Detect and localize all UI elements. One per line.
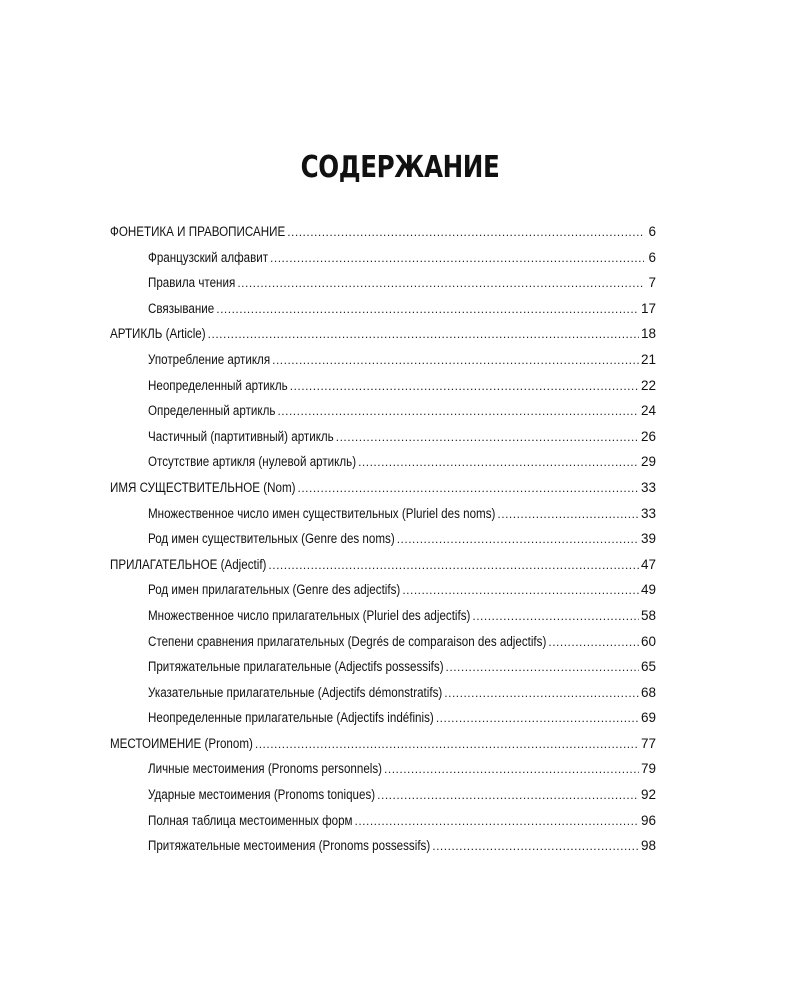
toc-entry-label: ФОНЕТИКА И ПРАВОПИСАНИЕ bbox=[110, 224, 286, 239]
toc-dot-leader bbox=[377, 788, 639, 802]
toc-page-number: 60 bbox=[640, 633, 656, 649]
toc-subsection-entry[interactable] bbox=[110, 659, 656, 685]
toc-subsection-entry[interactable] bbox=[110, 454, 656, 480]
toc-dot-leader bbox=[355, 814, 639, 828]
toc-subsection-entry[interactable] bbox=[110, 275, 656, 301]
toc-page-number: 68 bbox=[640, 684, 656, 700]
toc-dot-leader bbox=[272, 353, 639, 367]
toc-subsection-entry[interactable] bbox=[110, 531, 656, 557]
toc-page-number: 6 bbox=[648, 224, 656, 239]
toc-entry-label: Французский алфавит bbox=[148, 249, 269, 265]
toc-entry-label: Степени сравнения прилагательных (Degrés de comparaison des adjectifs) bbox=[148, 633, 547, 649]
toc-page-number: 29 bbox=[640, 454, 656, 470]
toc-dot-leader bbox=[397, 532, 639, 546]
toc-subsection-entry[interactable] bbox=[110, 429, 656, 455]
toc-subsection-entry[interactable] bbox=[110, 634, 656, 660]
toc-dot-leader bbox=[290, 379, 639, 393]
toc-subsection-entry[interactable] bbox=[110, 301, 656, 327]
toc-entry-label: МЕСТОИМЕНИЕ (Pronom) bbox=[110, 735, 253, 751]
toc-dot-leader bbox=[277, 404, 639, 418]
toc-subsection-entry[interactable] bbox=[110, 352, 656, 378]
toc-dot-leader bbox=[270, 251, 644, 265]
table-of-contents bbox=[110, 224, 656, 864]
toc-section-entry[interactable] bbox=[110, 326, 656, 352]
toc-dot-leader bbox=[287, 225, 644, 239]
toc-subsection-entry[interactable] bbox=[110, 838, 656, 864]
toc-entry-label: Определенный артикль bbox=[148, 403, 276, 419]
toc-dot-leader bbox=[358, 455, 639, 469]
toc-subsection-entry[interactable] bbox=[110, 608, 656, 634]
toc-page-number: 21 bbox=[640, 351, 656, 367]
toc-entry-label: Отсутствие артикля (нулевой артикль) bbox=[148, 454, 357, 470]
toc-entry-label: Личные местоимения (Pronoms personnels) bbox=[148, 761, 383, 777]
toc-page-number: 24 bbox=[640, 403, 656, 419]
toc-dot-leader bbox=[402, 583, 639, 597]
toc-page-number: 7 bbox=[648, 275, 656, 291]
toc-subsection-entry[interactable] bbox=[110, 787, 656, 813]
toc-page-number: 77 bbox=[640, 735, 656, 751]
toc-page-number: 79 bbox=[640, 761, 656, 777]
toc-dot-leader bbox=[336, 430, 639, 444]
toc-entry-label: Притяжательные прилагательные (Adjectifs possessifs) bbox=[148, 659, 444, 675]
toc-dot-leader bbox=[432, 839, 639, 853]
toc-subsection-entry[interactable] bbox=[110, 685, 656, 711]
toc-entry-label: Притяжательные местоимения (Pronoms possessifs) bbox=[148, 838, 431, 854]
toc-subsection-entry[interactable] bbox=[110, 506, 656, 532]
toc-section-entry[interactable] bbox=[110, 480, 656, 506]
toc-entry-label: Связывание bbox=[148, 300, 215, 316]
page-title: СОДЕРЖАНИЕ bbox=[300, 150, 500, 185]
toc-page-number: 17 bbox=[640, 300, 656, 316]
toc-section-entry[interactable] bbox=[110, 736, 656, 762]
toc-entry-label: Неопределенный артикль bbox=[148, 377, 288, 393]
toc-page-number: 33 bbox=[640, 505, 656, 521]
toc-dot-leader bbox=[444, 686, 639, 700]
toc-page-number: 22 bbox=[640, 377, 656, 393]
toc-page-number: 26 bbox=[640, 428, 656, 444]
toc-dot-leader bbox=[216, 302, 639, 316]
toc-dot-leader bbox=[548, 635, 639, 649]
toc-page-number: 39 bbox=[640, 531, 656, 547]
toc-dot-leader bbox=[497, 507, 639, 521]
toc-entry-label: Правила чтения bbox=[148, 275, 236, 291]
toc-entry-label: ПРИЛАГАТЕЛЬНОЕ (Adjectif) bbox=[110, 556, 267, 572]
toc-page-number: 49 bbox=[640, 582, 656, 598]
toc-page-number: 92 bbox=[640, 787, 656, 803]
toc-dot-leader bbox=[208, 327, 639, 341]
toc-entry-label: Полная таблица местоименных форм bbox=[148, 812, 353, 828]
toc-section-entry[interactable] bbox=[110, 224, 656, 250]
toc-page-number: 69 bbox=[640, 710, 656, 726]
toc-subsection-entry[interactable] bbox=[110, 250, 656, 276]
toc-page-number: 6 bbox=[648, 249, 656, 265]
toc-dot-leader bbox=[268, 558, 639, 572]
toc-dot-leader bbox=[237, 276, 644, 290]
toc-entry-label: Неопределенные прилагательные (Adjectifs indéfinis) bbox=[148, 710, 434, 726]
toc-page-number: 98 bbox=[640, 838, 656, 854]
toc-entry-label: Род имен прилагательных (Genre des adjectifs) bbox=[148, 582, 401, 598]
toc-entry-label: Ударные местоимения (Pronoms toniques) bbox=[148, 787, 376, 803]
toc-entry-label: ИМЯ СУЩЕСТВИТЕЛЬНОЕ (Nom) bbox=[110, 479, 296, 495]
toc-page-number: 18 bbox=[640, 326, 656, 342]
toc-dot-leader bbox=[436, 711, 639, 725]
toc-page-number: 65 bbox=[640, 659, 656, 675]
toc-subsection-entry[interactable] bbox=[110, 378, 656, 404]
toc-entry-label: Употребление артикля bbox=[148, 351, 271, 367]
toc-subsection-entry[interactable] bbox=[110, 582, 656, 608]
toc-page-number: 96 bbox=[640, 812, 656, 828]
toc-entry-label: Множественное число имен существительных (Pluriel des noms) bbox=[148, 505, 496, 521]
toc-entry-label: Множественное число прилагательных (Pluriel des adjectifs) bbox=[148, 607, 471, 623]
toc-entry-label: Указательные прилагательные (Adjectifs démonstratifs) bbox=[148, 684, 443, 700]
toc-dot-leader bbox=[384, 762, 639, 776]
toc-page-number: 33 bbox=[640, 479, 656, 495]
toc-dot-leader bbox=[446, 660, 639, 674]
toc-entry-label: АРТИКЛЬ (Article) bbox=[110, 326, 206, 342]
toc-section-entry[interactable] bbox=[110, 557, 656, 583]
toc-subsection-entry[interactable] bbox=[110, 813, 656, 839]
toc-page-number: 47 bbox=[640, 556, 656, 572]
toc-subsection-entry[interactable] bbox=[110, 710, 656, 736]
toc-subsection-entry[interactable] bbox=[110, 761, 656, 787]
toc-subsection-entry[interactable] bbox=[110, 403, 656, 429]
toc-entry-label: Род имен существительных (Genre des noms) bbox=[148, 531, 395, 547]
toc-dot-leader bbox=[472, 609, 639, 623]
toc-page-number: 58 bbox=[640, 607, 656, 623]
toc-dot-leader bbox=[297, 481, 638, 495]
toc-dot-leader bbox=[255, 737, 639, 751]
toc-entry-label: Частичный (партитивный) артикль bbox=[148, 428, 334, 444]
